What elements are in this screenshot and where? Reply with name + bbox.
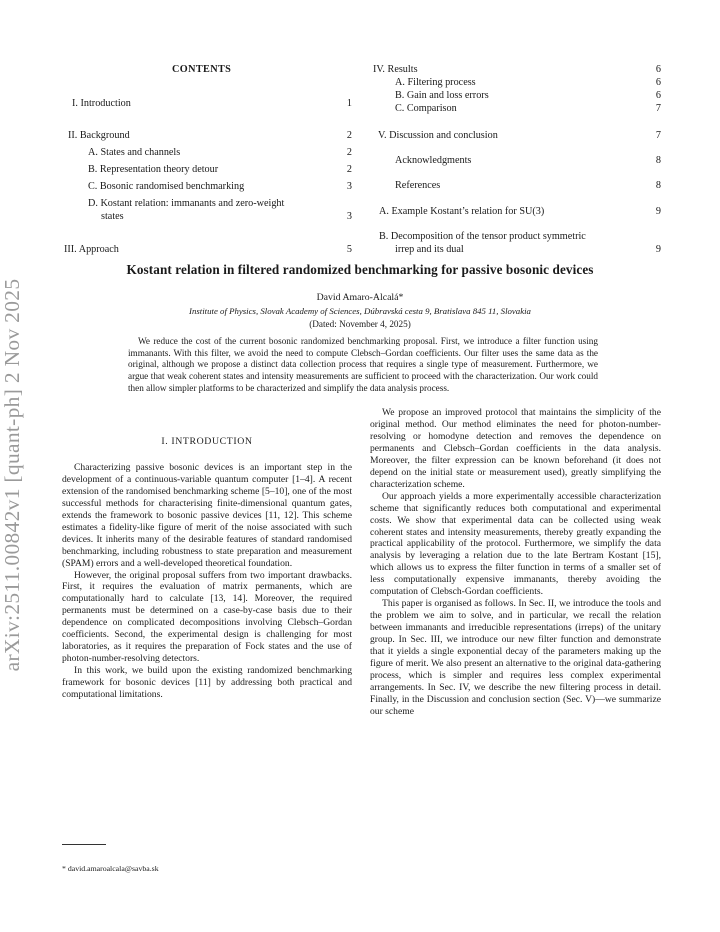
toc-entry-label: III. Approach xyxy=(64,244,119,255)
toc-entry[interactable] xyxy=(395,243,661,256)
toc-entry-label: C. Comparison xyxy=(395,103,457,114)
toc-entry[interactable] xyxy=(379,205,661,218)
toc-entry-page: 8 xyxy=(655,155,661,166)
toc-entry-label: A. States and channels xyxy=(88,147,181,158)
toc-entry-page: 2 xyxy=(346,130,352,141)
toc-entry-label: B. Decomposition of the tensor product symmetric xyxy=(379,231,586,242)
toc-entry-page: 2 xyxy=(346,147,352,158)
paper-title: Kostant relation in filtered randomized benchmarking for passive bosonic devices xyxy=(126,262,594,277)
toc-entry-page: 2 xyxy=(346,164,352,175)
footnote-email[interactable]: * david.amaroalcala@savba.sk xyxy=(62,864,159,873)
toc-entry-page: 8 xyxy=(655,180,661,191)
toc-entry-label: IV. Results xyxy=(373,64,418,75)
toc-entry-page: 6 xyxy=(655,64,661,75)
toc-entry-page: 3 xyxy=(346,211,352,222)
section-heading: I. INTRODUCTION xyxy=(161,436,253,447)
paragraph: However, the original proposal suffers from two important drawbacks. First, it requires the evaluation of matrix permanents, which are computationally hard to calculate [13, 14]. Moreover, the required permanents must be determined on a case-by-case basis due to their dependence on complicated decompositions involving Clebsch–Gordan coefficients. Second, the experimental design is challenging for most laboratories, as it requires the preparation of Fock states and the use of photon-number-resolving detectors. xyxy=(62,569,352,665)
abstract: We reduce the cost of the current bosonic randomized benchmarking proposal. First, we introduce a filter function using immanants. With this filter, we avoid the need to compute Clebsch–Gordan coefficients. Our filter uses the same data as the original, although we propose a distinct data collection process that requires a single type of measurement. Furthermore, we argue that weak coherent states and intensity measurements are sufficient to proceed with the characterization. Our work could then allow simpler platforms to be characterized and simplify the data analysis process. xyxy=(128,336,598,393)
toc-entry-page: 6 xyxy=(655,77,661,88)
toc-entry-page: 9 xyxy=(655,206,661,217)
toc-entry-label: irrep and its dual xyxy=(395,244,464,255)
toc-entry[interactable] xyxy=(378,129,661,142)
toc-entry-page: 1 xyxy=(346,98,352,109)
dated-line: (Dated: November 4, 2025) xyxy=(309,319,411,329)
toc-entry[interactable] xyxy=(395,102,661,115)
paragraph: This paper is organised as follows. In Sec. II, we introduce the tools and the problem we aim to solve, and in particular, we recall the relation between immanants and irreducible representations (irreps) of the unitary group. In Sec. III, we introduce our new filter function and demonstrate that it yields a single exponential decay of the parameters making up the figure of merit. We also present an alternative to the original data-gathering process, which is simpler and requires less complex experimental arrangements. In Sec. IV, we describe the new filtering process in detail. Finally, in the Discussion and conclusion section (Sec. V)—we summarize our scheme xyxy=(370,598,661,717)
toc-entry[interactable] xyxy=(72,97,352,110)
toc-entry-label: B. Representation theory detour xyxy=(88,164,219,175)
toc-entry-page: 3 xyxy=(346,181,352,192)
toc-entry[interactable] xyxy=(395,179,661,192)
toc-entry-label: B. Gain and loss errors xyxy=(395,90,489,101)
toc-entry[interactable] xyxy=(88,163,352,176)
toc-entry-label: A. Example Kostant’s relation for SU(3) xyxy=(379,206,545,217)
toc-entry-label: Acknowledgments xyxy=(395,155,472,166)
toc-entry-label: References xyxy=(395,180,441,191)
paragraph: We propose an improved protocol that maintains the simplicity of the original method. Our method eliminates the need for photon-number-resolving or homodyne detection and removes the dependence on permanents and Clebsch–Gordan coefficients in the data analysis. Moreover, the filter expression can be known beforehand (it does not depend on the initial state or measurement used), greatly simplifying the characterization scheme. xyxy=(370,407,661,490)
toc-entry-label: A. Filtering process xyxy=(395,77,476,88)
toc-entry-page: 7 xyxy=(655,130,661,141)
arxiv-identifier-sidebar: arXiv:2511.00842v1 [quant-ph] 2 Nov 2025 xyxy=(0,278,24,672)
toc-entry[interactable] xyxy=(101,210,352,223)
toc-entry[interactable] xyxy=(64,243,352,256)
author-affiliation: Institute of Physics, Slovak Academy of Sciences, Dúbravská cesta 9, Bratislava 845 11, Slovakia xyxy=(189,306,531,316)
paragraph: Our approach yields a more experimentally accessible characterization scheme that significantly reduces both computational and experimental costs. We show that experimental data can be collected using weak coherent states and intensity measurements, thereby greatly expanding the practical applicability of the protocol. Furthermore, we simplify the data analysis by leveraging a relation due to the late Bertram Kostant [15], which allows us to express the filter function in terms of a smaller set of less computationally expensive immanants, thereby avoiding the computation of Clebsch-Gordan coefficients. xyxy=(370,490,661,598)
paragraph: Characterizing passive bosonic devices is an important step in the development of a continuous-variable quantum computer [1–4]. A recent extension of the randomised benchmarking scheme [5–10], one of the most successful methods for characterising finite-dimensional quantum gates, extends the framework to bosonic passive devices [11, 12]. This scheme estimates a fidelity-like figure of merit of the noise associated with such devices. It inherits many of the desirable features of standard randomised benchmarking, including robustness to state preparation and measurement (SPAM) errors and a well-developed theoretical foundation. xyxy=(62,461,352,569)
toc-entry[interactable] xyxy=(88,197,352,210)
toc-entry-label: D. Kostant relation: immanants and zero-weight xyxy=(88,198,285,209)
toc-entry-label: C. Bosonic randomised benchmarking xyxy=(88,181,245,192)
toc-heading: CONTENTS xyxy=(172,64,232,75)
toc-entry[interactable] xyxy=(373,63,661,76)
toc-entry[interactable] xyxy=(395,76,661,89)
paragraph: In this work, we build upon the existing randomized benchmarking framework for bosonic devices [11] by addressing both practical and computational limitations. xyxy=(62,665,352,701)
left-column xyxy=(62,436,352,701)
toc-entry-label: V. Discussion and conclusion xyxy=(378,130,498,141)
toc-entry-page: 6 xyxy=(655,90,661,101)
toc-entry[interactable] xyxy=(88,180,352,193)
toc-entry[interactable] xyxy=(379,230,661,243)
toc-entry[interactable] xyxy=(68,129,352,142)
author-name: David Amaro-Alcalá* xyxy=(316,292,404,303)
toc-entry-label: II. Background xyxy=(68,130,130,141)
toc-entry[interactable] xyxy=(395,89,661,102)
toc-entry-page: 9 xyxy=(655,244,661,255)
toc-entry[interactable] xyxy=(88,146,352,159)
toc-entry-page: 7 xyxy=(655,103,661,114)
footnote-rule xyxy=(62,844,106,845)
toc-entry-page: 5 xyxy=(346,244,352,255)
toc-entry[interactable] xyxy=(395,154,661,167)
toc-entry-label: I. Introduction xyxy=(72,98,131,109)
right-column xyxy=(370,407,661,718)
toc-entry-label: states xyxy=(101,211,124,222)
